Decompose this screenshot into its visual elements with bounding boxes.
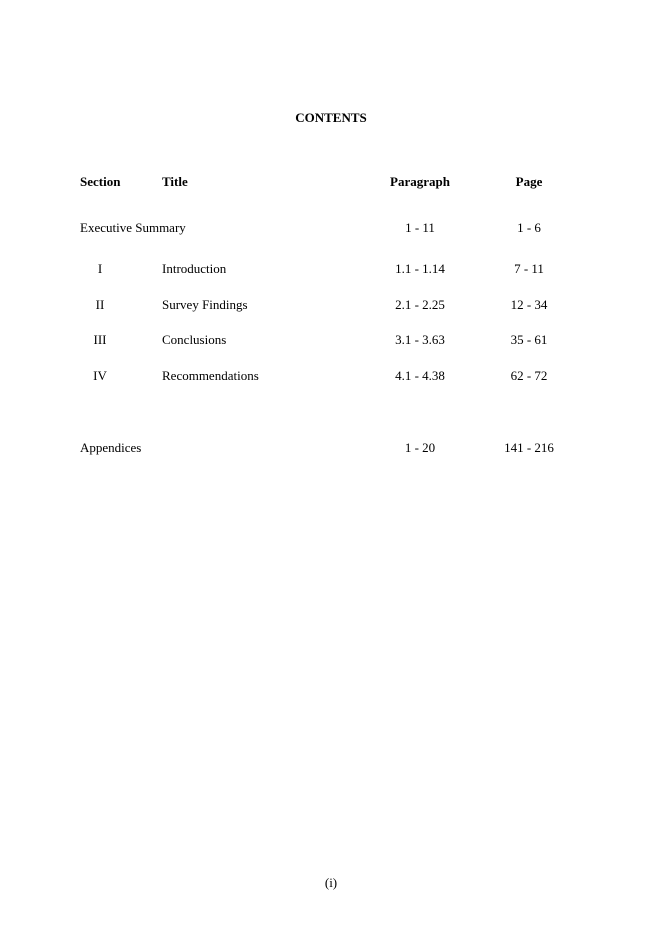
header-paragraph: Paragraph [390, 174, 450, 189]
row-section-number: III [93, 332, 107, 347]
summary-label: Executive Summary [80, 220, 186, 235]
summary-page: 1 - 6 [517, 220, 541, 235]
row-title: Conclusions [162, 332, 227, 347]
page-title: CONTENTS [295, 110, 367, 125]
appendices-page: 141 - 216 [504, 440, 554, 455]
summary-paragraph: 1 - 11 [405, 220, 435, 235]
row-section-number: I [97, 261, 103, 276]
row-paragraph: 3.1 - 3.63 [395, 332, 445, 347]
row-title: Introduction [162, 261, 227, 276]
header-page: Page [515, 174, 543, 189]
row-paragraph: 2.1 - 2.25 [395, 297, 445, 312]
row-section-number: II [95, 297, 105, 312]
header-section: Section [80, 174, 121, 189]
row-page: 7 - 11 [514, 261, 544, 276]
row-title: Recommendations [162, 368, 259, 383]
row-page: 62 - 72 [510, 368, 548, 383]
appendices-paragraph: 1 - 20 [404, 440, 436, 455]
row-section-number: IV [93, 368, 107, 383]
header-title: Title [162, 174, 188, 189]
row-paragraph: 1.1 - 1.14 [395, 261, 445, 276]
row-paragraph: 4.1 - 4.38 [395, 368, 445, 383]
row-page: 35 - 61 [510, 332, 548, 347]
page-number: (i) [324, 875, 338, 890]
appendices-label: Appendices [80, 440, 142, 455]
row-page: 12 - 34 [510, 297, 548, 312]
row-title: Survey Findings [162, 297, 248, 312]
